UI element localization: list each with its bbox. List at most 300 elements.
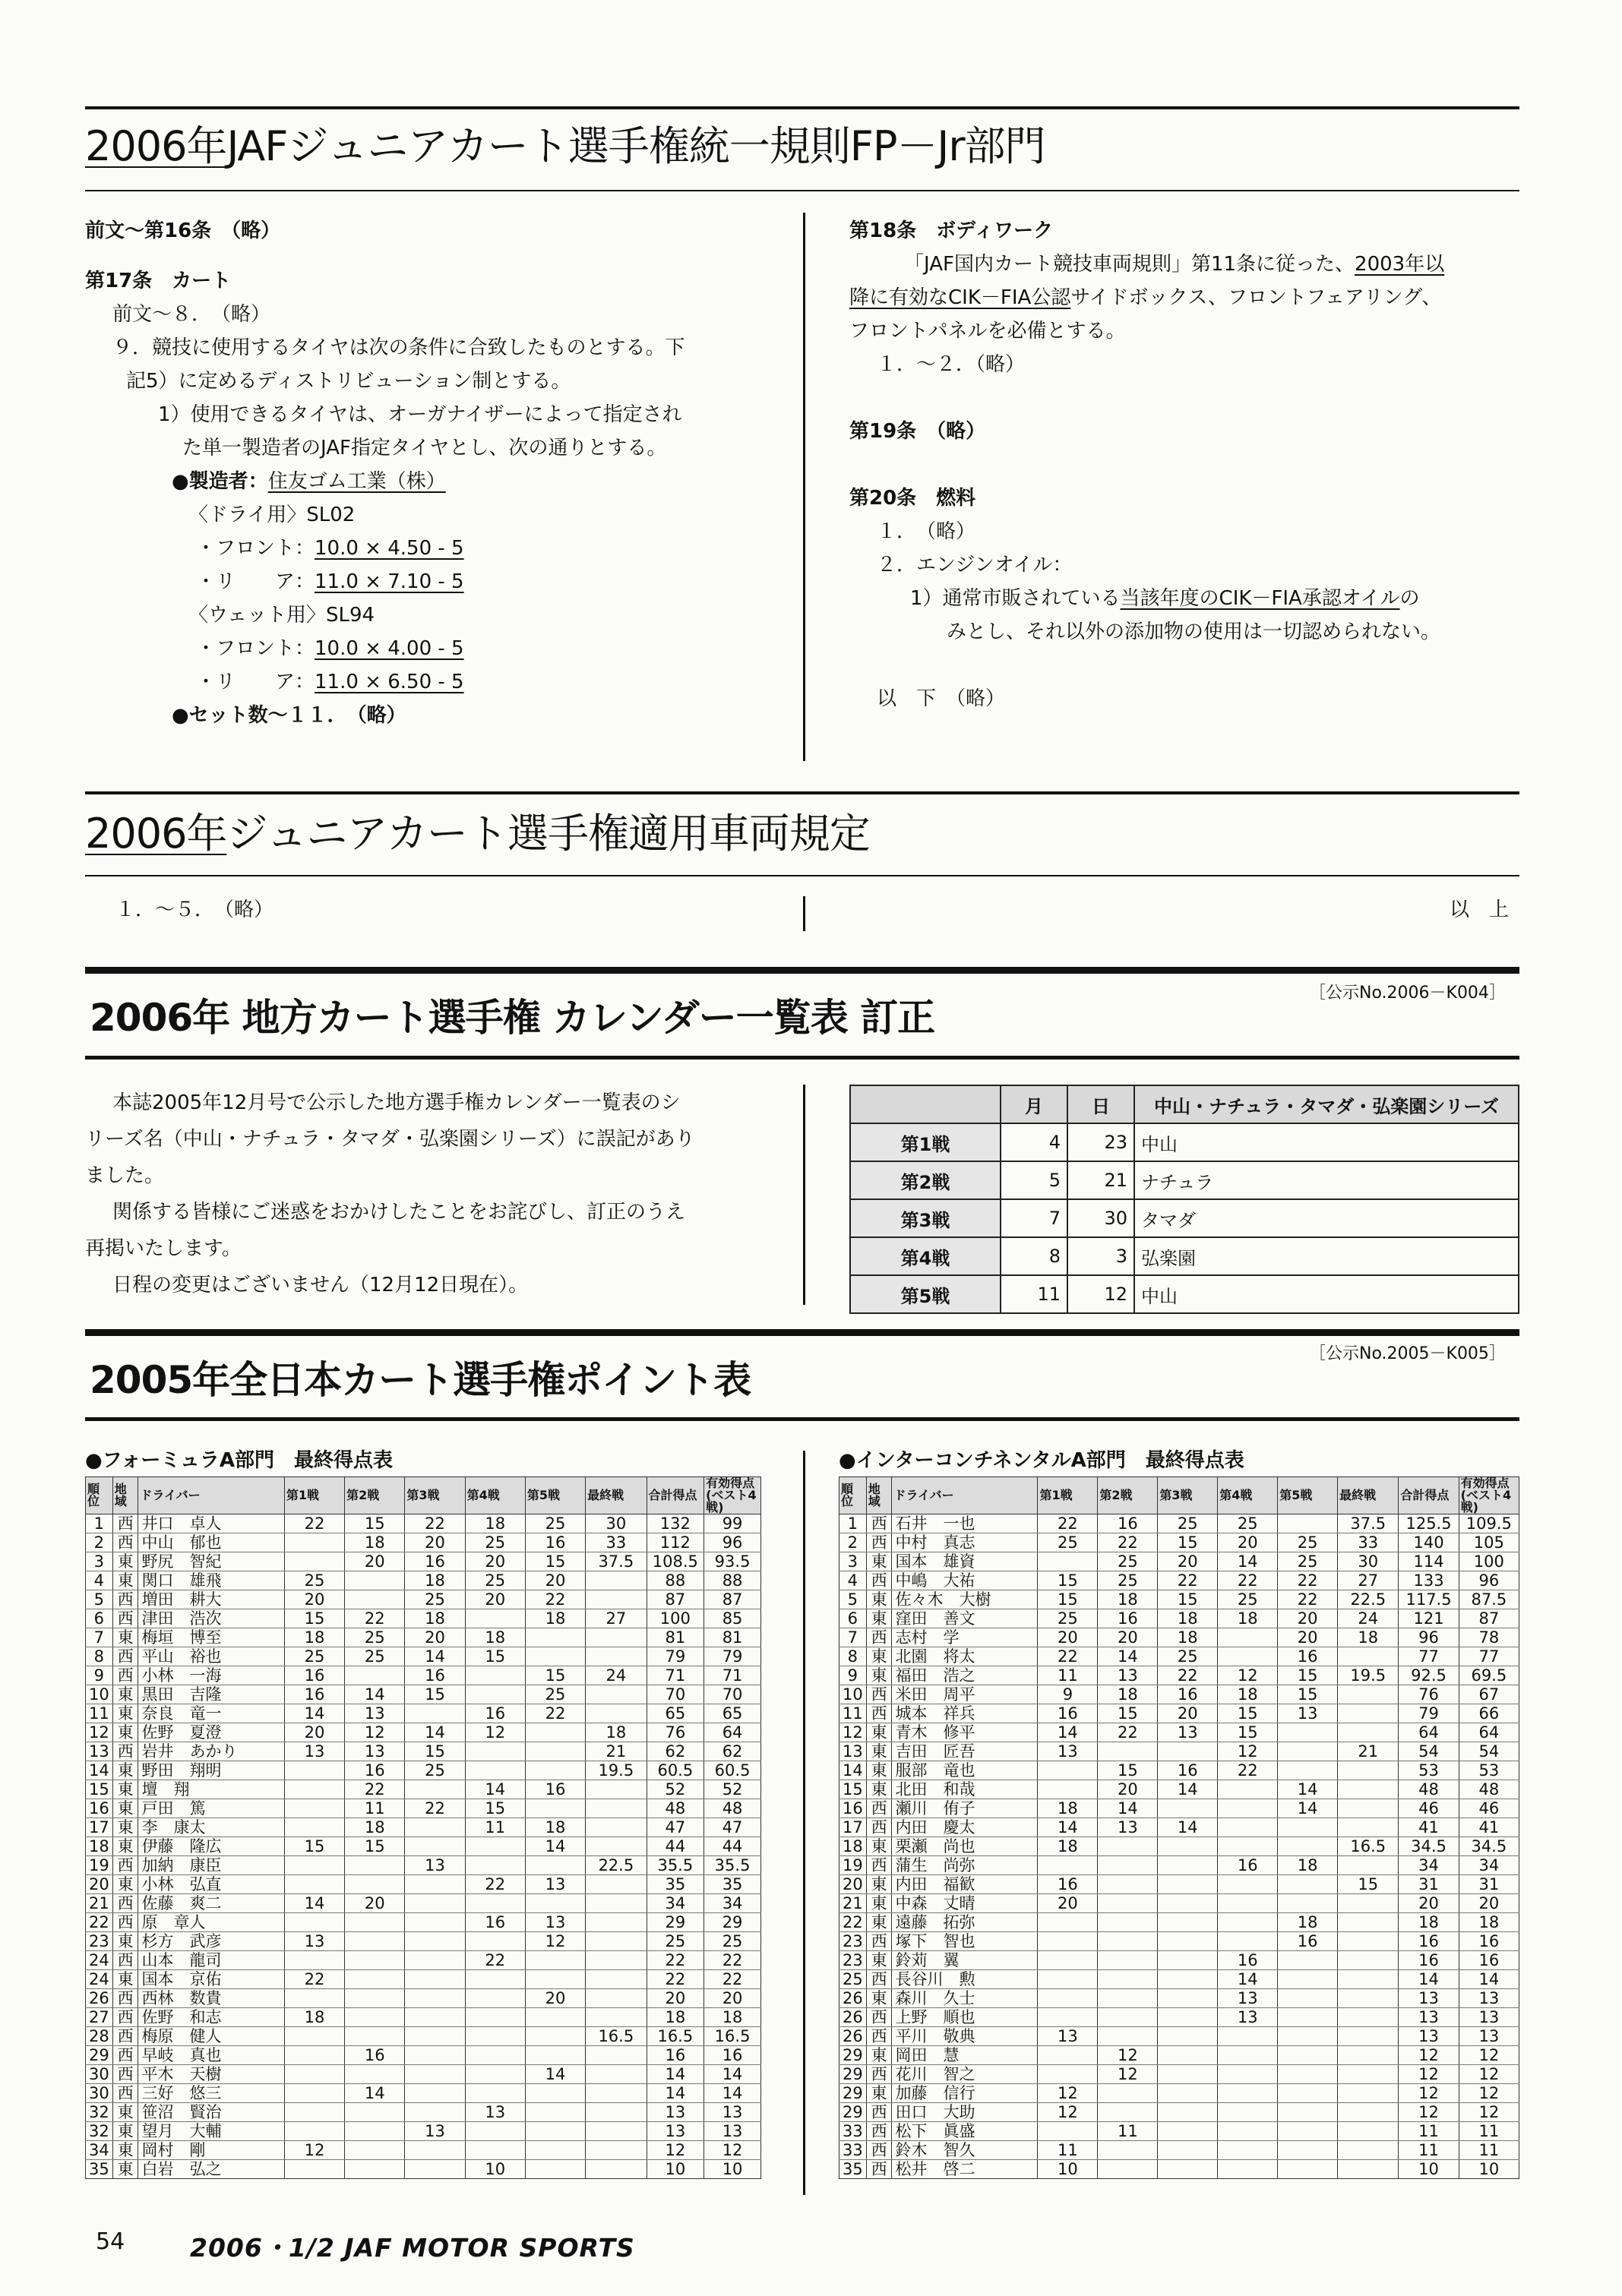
round4-cell	[465, 1932, 525, 1951]
round1-cell: 13	[284, 1932, 344, 1951]
table-row	[839, 1514, 1519, 1533]
round5-cell: 16	[1278, 1647, 1338, 1666]
round3-cell: 22	[405, 1514, 465, 1533]
round3-cell	[405, 1951, 465, 1970]
round5-cell: 22	[1278, 1571, 1338, 1590]
round1-cell	[284, 1913, 344, 1932]
rank-cell: 27	[86, 2008, 113, 2027]
round3-cell: 14	[1158, 1818, 1218, 1837]
table-row	[86, 1609, 761, 1628]
round3-cell: 22	[1158, 1666, 1218, 1685]
valid-points-cell: 99	[704, 1514, 761, 1533]
venue-cell: 弘楽園	[1134, 1237, 1519, 1275]
round4-cell	[465, 1742, 525, 1761]
final-round-cell	[586, 1837, 647, 1856]
region-cell: 西	[112, 1647, 138, 1666]
round4-cell: 16	[465, 1704, 525, 1723]
round5-cell	[1278, 2046, 1338, 2065]
round5-cell: 18	[1278, 1913, 1338, 1932]
round2-cell: 18	[1098, 1590, 1158, 1609]
valid-points-cell: 64	[1459, 1723, 1519, 1742]
correction-paragraph: 関係する皆様にご迷惑をおかけしたことをお詫びし、訂正のうえ	[112, 1201, 686, 1224]
final-round-cell	[586, 1875, 647, 1894]
round2-cell: 14	[345, 1685, 405, 1704]
region-cell: 西	[112, 1533, 138, 1552]
round1-cell	[284, 1875, 344, 1894]
venue-cell: 中山	[1134, 1123, 1519, 1161]
tyre-size: 10.0 × 4.50 - 5	[315, 537, 464, 560]
driver-cell: 梅原 健人	[138, 2027, 284, 2046]
driver-cell: 中嶋 大祐	[892, 1571, 1038, 1590]
round4-cell: 15	[465, 1647, 525, 1666]
round2-cell: 20	[345, 1552, 405, 1571]
round1-cell: 15	[1038, 1590, 1098, 1609]
rank-cell: 6	[839, 1609, 867, 1628]
round4-cell: 25	[465, 1571, 525, 1590]
round1-cell: 11	[1038, 1666, 1098, 1685]
round4-cell	[465, 2027, 525, 2046]
valid-points-cell: 13	[704, 2122, 761, 2141]
section2-end: 以 上	[1450, 899, 1510, 921]
round2-cell	[1098, 1932, 1158, 1951]
round1-cell: 20	[284, 1723, 344, 1742]
round-label: 第1戦	[850, 1123, 1001, 1161]
section1-right-column	[849, 214, 1444, 715]
round1-cell	[1038, 2065, 1098, 2084]
round5-cell	[525, 1742, 585, 1761]
round5-cell	[1278, 1742, 1338, 1761]
round3-cell	[1158, 1932, 1218, 1951]
round4-cell: 18	[465, 1514, 525, 1533]
round2-cell	[1098, 1951, 1158, 1970]
round3-cell: 18	[1158, 1609, 1218, 1628]
region-cell: 東	[866, 1647, 892, 1666]
driver-cell: 中村 真志	[892, 1533, 1038, 1552]
driver-cell: 笹沼 賢治	[138, 2103, 284, 2122]
round2-cell	[345, 1590, 405, 1609]
round1-cell: 25	[284, 1647, 344, 1666]
round1-cell: 12	[1038, 2103, 1098, 2122]
table-row	[839, 2103, 1519, 2122]
round4-cell	[1218, 1628, 1278, 1647]
section3-text	[85, 1085, 695, 1303]
round3-cell: 15	[405, 1742, 465, 1761]
round5-cell: 25	[1278, 1552, 1338, 1571]
round1-cell	[1038, 1552, 1098, 1571]
region-cell: 西	[866, 1856, 892, 1875]
rank-cell: 23	[839, 1932, 867, 1951]
round4-cell: 13	[1218, 1989, 1278, 2008]
day-cell: 12	[1067, 1275, 1134, 1313]
final-round-cell	[1338, 1799, 1399, 1818]
round5-cell	[1278, 2160, 1338, 2179]
table-row	[839, 1552, 1519, 1571]
points-header: 地域	[112, 1477, 138, 1514]
total-points-cell: 34	[647, 1894, 704, 1913]
round4-cell: 10	[465, 2160, 525, 2179]
round3-cell: 16	[1158, 1761, 1218, 1780]
driver-cell: 望月 大輔	[138, 2122, 284, 2141]
region-cell: 東	[866, 1742, 892, 1761]
magazine-name: 2006・1/2 JAF MOTOR SPORTS	[190, 2233, 635, 2263]
final-round-cell	[1338, 2103, 1399, 2122]
round2-cell: 25	[1098, 1552, 1158, 1571]
round4-cell: 18	[1218, 1685, 1278, 1704]
rank-cell: 9	[86, 1666, 113, 1685]
final-round-cell	[586, 2141, 647, 2160]
round5-cell	[525, 1951, 585, 1970]
final-round-cell: 37.5	[586, 1552, 647, 1571]
region-cell: 西	[866, 1514, 892, 1533]
correction-paragraph: 本誌2005年12月号で公示した地方選手権カレンダー一覧表のシ	[112, 1091, 681, 1114]
total-points-cell: 76	[1399, 1685, 1459, 1704]
rank-cell: 7	[839, 1628, 867, 1647]
final-round-cell: 37.5	[1338, 1514, 1399, 1533]
region-cell: 西	[866, 1932, 892, 1951]
driver-cell: 福田 浩之	[892, 1666, 1038, 1685]
table-row	[839, 1970, 1519, 1989]
rank-cell: 29	[839, 2103, 867, 2122]
rank-cell: 29	[839, 2084, 867, 2103]
region-cell: 西	[112, 1989, 138, 2008]
valid-points-cell: 44	[704, 1837, 761, 1856]
round3-cell: 14	[405, 1723, 465, 1742]
final-round-cell	[586, 1704, 647, 1723]
total-points-cell: 70	[647, 1685, 704, 1704]
region-cell: 西	[866, 1571, 892, 1590]
table-row	[86, 1742, 761, 1761]
round3-cell	[1158, 2160, 1218, 2179]
round3-cell	[405, 1970, 465, 1989]
driver-cell: 梅垣 博至	[138, 1628, 284, 1647]
round3-cell	[1158, 2027, 1218, 2046]
driver-cell: 佐野 夏澄	[138, 1723, 284, 1742]
points-header: 最終戦	[586, 1477, 647, 1514]
round3-cell: 15	[1158, 1533, 1218, 1552]
round2-cell	[1098, 2103, 1158, 2122]
final-round-cell	[1338, 1970, 1399, 1989]
round3-cell: 16	[405, 1552, 465, 1571]
round2-cell: 22	[345, 1780, 405, 1799]
region-cell: 西	[866, 1685, 892, 1704]
final-round-cell: 21	[586, 1742, 647, 1761]
table-row	[839, 2084, 1519, 2103]
round1-cell: 18	[1038, 1837, 1098, 1856]
table-row	[86, 2160, 761, 2179]
rank-cell: 20	[839, 1875, 867, 1894]
round5-cell: 18	[525, 1818, 585, 1837]
rank-cell: 26	[86, 1989, 113, 2008]
round2-cell	[345, 2122, 405, 2141]
rank-cell: 30	[86, 2065, 113, 2084]
table-row	[86, 1514, 761, 1533]
calendar-header-row	[850, 1085, 1519, 1123]
valid-points-cell: 78	[1459, 1628, 1519, 1647]
round3-cell: 25	[405, 1761, 465, 1780]
round1-cell: 13	[1038, 1742, 1098, 1761]
round3-cell	[405, 1894, 465, 1913]
valid-points-cell: 65	[704, 1704, 761, 1723]
round3-cell: 22	[1158, 1571, 1218, 1590]
driver-cell: 加藤 信行	[892, 2084, 1038, 2103]
round4-cell: 15	[465, 1799, 525, 1818]
valid-points-cell: 67	[1459, 1685, 1519, 1704]
round1-cell	[1038, 2008, 1098, 2027]
round5-cell	[525, 2008, 585, 2027]
driver-cell: 鈴木 智久	[892, 2141, 1038, 2160]
final-round-cell	[586, 1818, 647, 1837]
round4-cell	[1218, 1837, 1278, 1856]
region-cell: 東	[866, 1590, 892, 1609]
tyre-size-line	[85, 665, 685, 699]
region-cell: 東	[866, 2084, 892, 2103]
round1-cell	[284, 1856, 344, 1875]
round2-cell	[1098, 1742, 1158, 1761]
round1-cell	[284, 1818, 344, 1837]
region-cell: 西	[112, 2065, 138, 2084]
driver-cell: 三好 悠三	[138, 2084, 284, 2103]
round3-cell	[1158, 1856, 1218, 1875]
table-row	[86, 2141, 761, 2160]
total-points-cell: 100	[647, 1609, 704, 1628]
round4-cell	[1218, 2141, 1278, 2160]
driver-cell: 原 章人	[138, 1913, 284, 1932]
region-cell: 東	[866, 1989, 892, 2008]
table-row	[86, 1970, 761, 1989]
total-points-cell: 46	[1399, 1799, 1459, 1818]
valid-points-cell: 31	[1459, 1875, 1519, 1894]
rank-cell: 5	[86, 1590, 113, 1609]
rank-cell: 1	[839, 1514, 867, 1533]
region-cell: 東	[112, 1799, 138, 1818]
driver-cell: 蒲生 尚弥	[892, 1856, 1038, 1875]
round3-cell: 25	[1158, 1647, 1218, 1666]
round3-cell: 13	[1158, 1723, 1218, 1742]
final-round-cell	[586, 2103, 647, 2122]
round4-cell	[1218, 1875, 1278, 1894]
table-row	[839, 2160, 1519, 2179]
table-row	[86, 1571, 761, 1590]
total-points-cell: 52	[647, 1780, 704, 1799]
round4-cell	[465, 2084, 525, 2103]
valid-points-cell: 87	[1459, 1609, 1519, 1628]
points-header: 第2戦	[1098, 1477, 1158, 1514]
valid-points-cell: 100	[1459, 1552, 1519, 1571]
tyre-size-line	[85, 632, 685, 665]
round4-cell	[465, 2065, 525, 2084]
final-round-cell	[1338, 1780, 1399, 1799]
driver-cell: 杉方 武彦	[138, 1932, 284, 1951]
total-points-cell: 92.5	[1399, 1666, 1459, 1685]
round2-cell	[345, 1571, 405, 1590]
round4-cell: 25	[1218, 1514, 1278, 1533]
article-18-underlined: 2003年以	[1355, 253, 1445, 276]
round1-cell: 22	[1038, 1514, 1098, 1533]
table-row	[86, 1761, 761, 1780]
round1-cell	[284, 2065, 344, 2084]
section1-title	[85, 114, 1045, 172]
valid-points-cell: 14	[704, 2084, 761, 2103]
region-cell: 東	[866, 1913, 892, 1932]
total-points-cell: 60.5	[647, 1761, 704, 1780]
round3-cell	[405, 2008, 465, 2027]
rank-cell: 23	[86, 1932, 113, 1951]
round2-cell: 11	[1098, 2122, 1158, 2141]
round3-cell	[1158, 2084, 1218, 2103]
region-cell: 西	[866, 1818, 892, 1837]
region-cell: 西	[112, 1590, 138, 1609]
region-cell: 西	[112, 1609, 138, 1628]
rank-cell: 21	[86, 1894, 113, 1913]
driver-cell: 加納 康臣	[138, 1856, 284, 1875]
round2-cell: 14	[1098, 1647, 1158, 1666]
valid-points-cell: 41	[1459, 1818, 1519, 1837]
round2-cell	[1098, 2027, 1158, 2046]
total-points-cell: 16	[647, 2046, 704, 2065]
valid-points-cell: 11	[1459, 2141, 1519, 2160]
article-17-line: た単一製造者のJAF指定タイヤとし、次の通りとする。	[182, 437, 667, 460]
round3-cell: 18	[405, 1571, 465, 1590]
table-row	[86, 1932, 761, 1951]
article-18-text: 「JAF国内カート競技車両規則」第11条に従った、	[904, 253, 1355, 276]
round4-cell	[1218, 1647, 1278, 1666]
table-row	[86, 1628, 761, 1647]
table-row	[86, 2027, 761, 2046]
table-row	[86, 1799, 761, 1818]
round1-cell: 14	[284, 1704, 344, 1723]
final-round-cell	[586, 1970, 647, 1989]
valid-points-cell: 81	[704, 1628, 761, 1647]
tyre-size: 10.0 × 4.00 - 5	[315, 637, 464, 660]
article-preamble: 前文～第16条 （略）	[85, 219, 281, 242]
article-18-heading: 第18条 ボディワーク	[849, 219, 1054, 242]
points-header-row	[839, 1477, 1519, 1514]
month-cell: 5	[1001, 1161, 1067, 1199]
round4-cell	[465, 1989, 525, 2008]
driver-cell: 田口 大助	[892, 2103, 1038, 2122]
valid-points-cell: 109.5	[1459, 1514, 1519, 1533]
round1-cell	[284, 1951, 344, 1970]
round5-cell: 25	[1278, 1533, 1338, 1552]
table-row	[86, 2103, 761, 2122]
table-row	[86, 1533, 761, 1552]
valid-points-cell: 20	[704, 1989, 761, 2008]
round4-cell: 14	[1218, 1552, 1278, 1571]
table-row	[839, 1666, 1519, 1685]
section1-title-year: 2006年	[85, 122, 227, 170]
round3-cell	[405, 1780, 465, 1799]
rank-cell: 29	[839, 2065, 867, 2084]
table-row	[839, 1932, 1519, 1951]
round2-cell: 13	[1098, 1818, 1158, 1837]
round1-cell: 16	[1038, 1704, 1098, 1723]
rank-cell: 32	[86, 2103, 113, 2122]
total-points-cell: 117.5	[1399, 1590, 1459, 1609]
article-20-text: 1）通常市販されている	[910, 587, 1121, 610]
day-cell: 23	[1067, 1123, 1134, 1161]
valid-points-cell: 52	[704, 1780, 761, 1799]
month-cell: 4	[1001, 1123, 1067, 1161]
article-18-text: サイドボックス、フロントフェアリング、	[1070, 286, 1442, 309]
round5-cell	[525, 2027, 585, 2046]
region-cell: 西	[112, 1951, 138, 1970]
table-row	[839, 1780, 1519, 1799]
round2-cell: 22	[1098, 1723, 1158, 1742]
valid-points-cell: 47	[704, 1818, 761, 1837]
driver-cell: 窪田 善文	[892, 1609, 1038, 1628]
round3-cell	[1158, 2065, 1218, 2084]
tyre-size: 11.0 × 7.10 - 5	[315, 570, 464, 593]
rank-cell: 4	[86, 1571, 113, 1590]
region-cell: 東	[866, 1875, 892, 1894]
region-cell: 東	[112, 1571, 138, 1590]
round1-cell: 12	[1038, 2084, 1098, 2103]
article-17-line: 1）使用できるタイヤは、オーガナイザーによって指定され	[158, 403, 682, 426]
round4-cell	[1218, 1894, 1278, 1913]
round3-cell	[405, 2046, 465, 2065]
round5-cell	[1278, 2084, 1338, 2103]
total-points-cell: 34.5	[1399, 1837, 1459, 1856]
driver-cell: 増田 耕大	[138, 1590, 284, 1609]
driver-cell: 関口 雄飛	[138, 1571, 284, 1590]
rank-cell: 35	[86, 2160, 113, 2179]
region-cell: 東	[866, 1723, 892, 1742]
section2-divider	[803, 896, 805, 931]
valid-points-cell: 16	[704, 2046, 761, 2065]
final-round-cell	[1338, 1989, 1399, 2008]
page-number: 54	[96, 2228, 125, 2255]
final-round-cell: 18	[1338, 1628, 1399, 1647]
total-points-cell: 121	[1399, 1609, 1459, 1628]
final-round-cell	[586, 2084, 647, 2103]
round2-cell	[345, 1875, 405, 1894]
round4-cell: 22	[1218, 1761, 1278, 1780]
round1-cell: 20	[284, 1590, 344, 1609]
round5-cell	[1278, 1514, 1338, 1533]
final-round-cell: 21	[1338, 1742, 1399, 1761]
total-points-cell: 64	[1399, 1723, 1459, 1742]
round4-cell: 25	[1218, 1590, 1278, 1609]
round5-cell	[525, 1970, 585, 1989]
driver-cell: 奈良 竜一	[138, 1704, 284, 1723]
calendar-row	[850, 1237, 1519, 1275]
region-cell: 東	[112, 1970, 138, 1989]
final-round-cell: 19.5	[1338, 1666, 1399, 1685]
rank-cell: 4	[839, 1571, 867, 1590]
driver-cell: 津田 浩次	[138, 1609, 284, 1628]
table-row	[86, 1951, 761, 1970]
valid-points-cell: 66	[1459, 1704, 1519, 1723]
table-row	[86, 1913, 761, 1932]
region-cell: 西	[866, 1704, 892, 1723]
rank-cell: 9	[839, 1666, 867, 1685]
rank-cell: 12	[86, 1723, 113, 1742]
round3-cell	[405, 1875, 465, 1894]
total-points-cell: 96	[1399, 1628, 1459, 1647]
round5-cell: 22	[1278, 1590, 1338, 1609]
round5-cell	[525, 1856, 585, 1875]
total-points-cell: 25	[647, 1932, 704, 1951]
round5-cell	[525, 2046, 585, 2065]
valid-points-cell: 48	[1459, 1780, 1519, 1799]
final-round-cell: 33	[1338, 1533, 1399, 1552]
table-row	[86, 1875, 761, 1894]
round3-cell	[405, 2065, 465, 2084]
round1-cell: 18	[1038, 1799, 1098, 1818]
round1-cell: 16	[284, 1685, 344, 1704]
round5-cell	[525, 1647, 585, 1666]
round2-cell	[1098, 2084, 1158, 2103]
